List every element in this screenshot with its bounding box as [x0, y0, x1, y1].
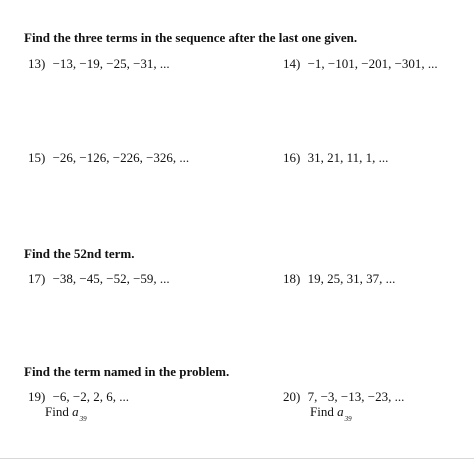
problem-16 [283, 150, 388, 166]
problem-sequence: −26, −126, −226, −326, ... [52, 150, 190, 165]
problem-number: 20) [283, 389, 301, 404]
problem-19 [28, 389, 129, 405]
problem-18 [283, 271, 395, 287]
problem-number: 15) [28, 150, 46, 165]
find-variable: a [337, 404, 344, 419]
problem-number: 17) [28, 271, 46, 286]
page-bottom-rule [0, 458, 474, 459]
problem-number: 14) [283, 56, 301, 71]
find-label: Find [45, 404, 69, 419]
section-heading-next-terms: Find the three terms in the sequence after the last one given. [24, 30, 358, 45]
find-variable: a [72, 404, 79, 419]
section-heading-named-term: Find the term named in the problem. [24, 364, 230, 379]
find-subscript: 39 [344, 415, 352, 423]
problem-sequence: 31, 21, 11, 1, ... [307, 150, 389, 165]
problem-sequence: −1, −101, −201, −301, ... [307, 56, 438, 71]
problem-number: 16) [283, 150, 301, 165]
problem-13 [28, 56, 170, 72]
problem-20 [283, 389, 404, 405]
find-subscript: 39 [79, 415, 87, 423]
problem-sequence: −38, −45, −52, −59, ... [52, 271, 170, 286]
problem-number: 18) [283, 271, 301, 286]
problem-sequence: 7, −3, −13, −23, ... [307, 389, 405, 404]
problem-number: 19) [28, 389, 46, 404]
problem-15 [28, 150, 189, 166]
problem-17 [28, 271, 170, 287]
problem-14 [283, 56, 438, 72]
problem-sequence: −13, −19, −25, −31, ... [52, 56, 170, 71]
problem-sequence: −6, −2, 2, 6, ... [52, 389, 130, 404]
problem-19-find [45, 404, 87, 423]
find-label: Find [310, 404, 334, 419]
problem-sequence: 19, 25, 31, 37, ... [307, 271, 396, 286]
problem-number: 13) [28, 56, 46, 71]
section-heading-52nd-term: Find the 52nd term. [24, 246, 135, 261]
problem-20-find [310, 404, 352, 423]
